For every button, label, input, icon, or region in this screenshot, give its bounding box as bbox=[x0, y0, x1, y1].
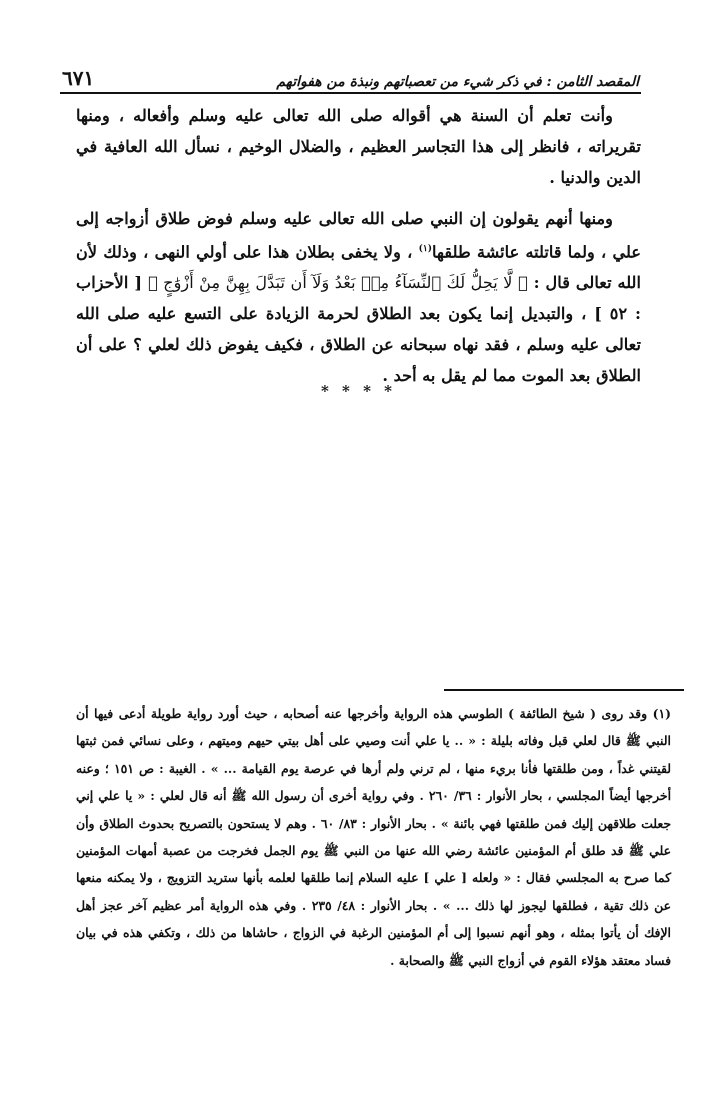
paragraph-2-part-c: ، والتبديل إنما يكون بعد الطلاق لحرمة الزيادة على التسع عليه صلى الله تعالى عليه وسلم ، فقد نهاه سبحانه عن الطلاق ، فكيف يفوض ذلك لعلي ؟ على أن الطلاق بعد الموت مما لم يقل به أحد . bbox=[76, 304, 641, 386]
footnote-reference[interactable]: (١) bbox=[418, 244, 432, 254]
header-divider bbox=[60, 92, 641, 94]
page-header bbox=[62, 56, 639, 90]
quran-close-bracket: ﴾ bbox=[147, 273, 158, 293]
footnote-divider bbox=[444, 689, 684, 691]
section-separator: * * * * bbox=[320, 382, 397, 400]
quran-open-bracket: ﴿ bbox=[517, 273, 528, 293]
paragraph-2 bbox=[76, 203, 641, 391]
quran-reference: [ الأحزاب : ٥٢ ] bbox=[76, 273, 641, 324]
footnote-text: (١) وقد روى ( شيخ الطائفة ) الطوسي هذه الرواية وأخرجها عنه أصحابه ، حيث أورد رواية طويلة أدعى فيها أن النبي ﷺ قال لعلي قبل وفاته بليلة : « .. يا علي أنت وصيي على أهل بيتي حيهم وميتهم ، وعلى نسائي فمن ثبتها لقيتني غداً ، ومن طلقتها فأنا بريء منها ، لم ترني ولم أرها في عرصة يوم القيامة ... » . الغيبة : ص ١٥١ ؛ وعنه أخرجها أيضاً المجلسي ، بحار الأنوار : ٣٦/ ٢٦٠ . وفي رواية أخرى أن رسول الله ﷺ أنه قال لعلي : « يا علي إني جعلت طلاقهن إليك فمن طلقتها فهي بائنة » . بحار الأنوار : ٨٣/ ٦٠ . وهم لا يستحون بالتصريح بحدوث الطلاق وأن علي ﷺ قد طلق أم المؤمنين عائشة رضي الله عنها من النبي ﷺ يوم الجمل فخرجت من عصبة أمهات المؤمنين كما صرح به المجلسي فقال : « ولعله [ علي ] عليه السلام إنما طلقها لعلمه بأنها ستريد التزويج ، ولا يمكنه منعها عن ذلك تقية ، فطلقها ليجوز لها ذلك ... » . بحار الأنوار : ٤٨/ ٢٣٥ . وفي هذه الرواية أمر عظيم آخر عجز أهل الإفك أن يأتوا بمثله ، وهو أنهم نسبوا إلى أم المؤمنين الرغبة في الزواج ، حاشاها من ذلك ، وتكفي هذه في بيان فساد معتقد هؤلاء القوم في أزواج النبي ﷺ والصحابة . bbox=[76, 706, 672, 968]
paragraph-1: وأنت تعلم أن السنة هي أقواله صلى الله تعالى عليه وسلم وأفعاله ، ومنها تقريراته ، فانظر إلى هذا التجاسر العظيم ، والضلال الوخيم ، نسأل الله العافية في الدين والدنيا . bbox=[76, 106, 641, 187]
quran-verse: لَّا يَحِلُّ لَكَ ٱلنِّسَآءُ مِنۢ بَعْدُ وَلَآ أَن تَبَدَّلَ بِهِنَّ مِنْ أَزْوَٰجٍ bbox=[157, 273, 518, 293]
main-text bbox=[76, 100, 641, 391]
footnote bbox=[76, 700, 671, 974]
page-number: ٦٧١ bbox=[62, 66, 95, 90]
paragraph-2-part-b: ، ولا يخفى بطلان هذا على أولي النهى ، وذلك لأن الله تعالى قال : bbox=[76, 242, 641, 293]
paragraph-2-part-a: ومنها أنهم يقولون إن النبي صلى الله تعالى عليه وسلم فوض طلاق أزواجه إلى علي ، ولما قاتلته عائشة طلقها bbox=[76, 209, 641, 262]
running-title: المقصد الثامن : في ذكر شيء من تعصباتهم ونبذة من هفواتهم bbox=[276, 74, 639, 90]
